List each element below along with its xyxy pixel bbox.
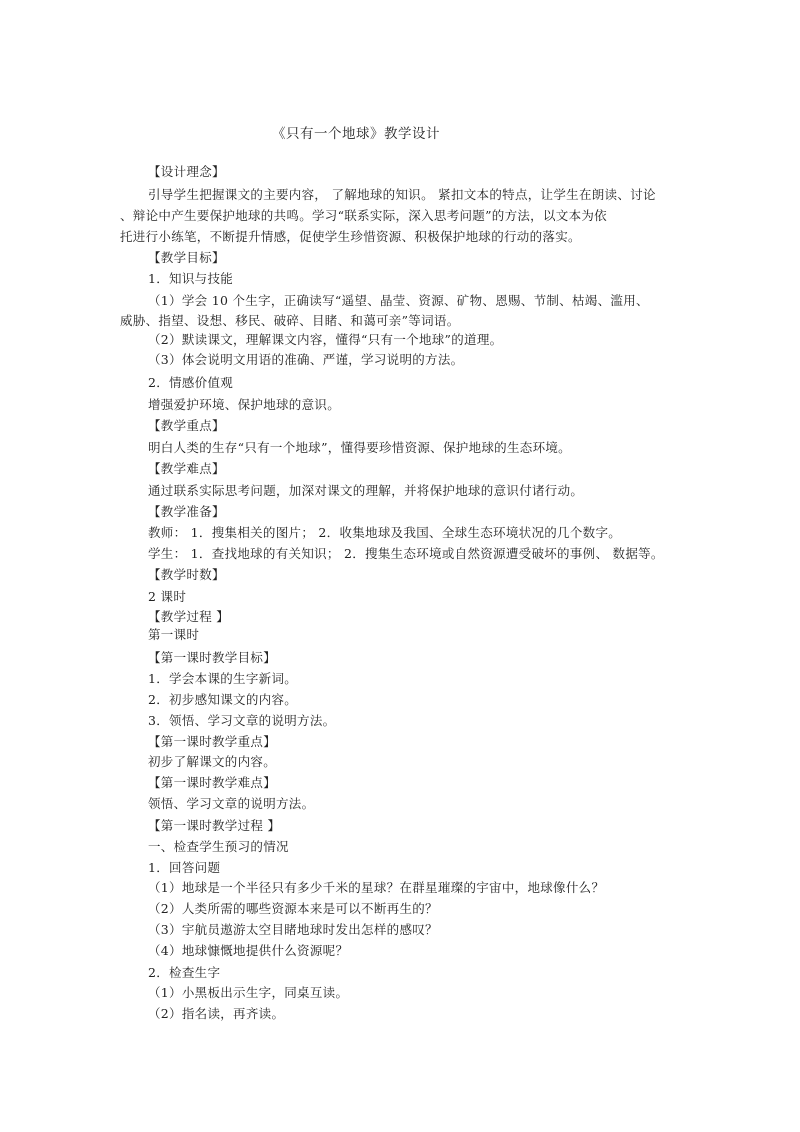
document-title: 《只有一个地球》教学设计 (272, 126, 440, 142)
paragraph-line: 明白人类的生存“只有一个地球”，懂得要珍惜资源、保护地球的生态环境。 (148, 440, 571, 455)
heading-preparation: 【教学准备】 (148, 504, 225, 519)
subheading-emotion-values: 2．情感价值观 (148, 375, 234, 390)
heading-class-hours: 【教学时数】 (148, 567, 225, 582)
list-item: （2）人类所需的哪些资源本来是可以不断再生的？ (148, 901, 438, 916)
paragraph-line: 教师： 1．搜集相关的图片； 2．收集地球及我国、全球生态环境状况的几个数字。 (148, 525, 622, 540)
paragraph-line: （2）默读课文，理解课文内容，懂得“只有一个地球”的道理。 (148, 332, 503, 347)
subheading-first-lesson: 第一课时 (148, 627, 200, 642)
paragraph-line: 领悟、学习文章的说明方法。 (148, 796, 315, 811)
paragraph-line: 初步了解课文的内容。 (148, 754, 277, 769)
list-item: （1）小黑板出示生字，同桌互读。 (148, 985, 349, 1000)
paragraph-line: 托进行小练笔，不断提升情感，促使学生珍惜资源、积极保护地球的行动的落实。 (120, 229, 581, 244)
list-item: （1）地球是一个半径只有多少千米的星球？在群星璀璨的宇宙中，地球像什么？ (148, 880, 605, 895)
paragraph-line: 2 课时 (148, 589, 187, 604)
heading-first-lesson-process: 【第一课时教学过程 】 (148, 818, 281, 833)
paragraph-line: 引导学生把握课文的主要内容， 了解地球的知识。 紧扣文本的特点，让学生在朗读、讨论 (148, 187, 656, 202)
subheading-check-preview: 一、检查学生预习的情况 (148, 839, 289, 854)
subheading-answer-questions: 1．回答问题 (148, 860, 221, 875)
heading-teaching-goals: 【教学目标】 (148, 250, 225, 265)
heading-difficulties: 【教学难点】 (148, 461, 225, 476)
paragraph-line: 学生： 1．查找地球的有关知识； 2．搜集生态环境或自然资源遭受破坏的事例、 数据等。 (148, 546, 664, 561)
list-item: 2．初步感知课文的内容。 (148, 692, 298, 707)
heading-first-lesson-difficulties: 【第一课时教学难点】 (148, 775, 277, 790)
heading-first-lesson-key-points: 【第一课时教学重点】 (148, 734, 277, 749)
paragraph-line: 、辩论中产生要保护地球的共鸣。学习“联系实际，深入思考问题”的方法，以文本为依 (120, 208, 607, 223)
paragraph-line: （1）学会 10 个生字，正确读写“遥望、晶莹、资源、矿物、恩赐、节制、枯竭、滥用、 (148, 293, 649, 308)
list-item: （2）指名读，再齐读。 (148, 1006, 285, 1021)
heading-design-concept: 【设计理念】 (148, 164, 225, 179)
subheading-knowledge-skills: 1．知识与技能 (148, 271, 234, 286)
heading-key-points: 【教学重点】 (148, 418, 225, 433)
paragraph-line: 增强爱护环境、保护地球的意识。 (148, 397, 341, 412)
subheading-check-characters: 2．检查生字 (148, 965, 221, 980)
list-item: 1．学会本课的生字新词。 (148, 671, 298, 686)
list-item: （4）地球慷慨地提供什么资源呢？ (148, 943, 349, 958)
list-item: 3．领悟、学习文章的说明方法。 (148, 713, 336, 728)
list-item: （3）宇航员遨游太空目睹地球时发出怎样的感叹？ (148, 922, 438, 937)
paragraph-line: （3）体会说明文用语的准确、严谨，学习说明的方法。 (148, 352, 464, 367)
paragraph-line: 通过联系实际思考问题，加深对课文的理解，并将保护地球的意识付诸行动。 (148, 483, 584, 498)
heading-teaching-process: 【教学过程 】 (148, 609, 230, 624)
paragraph-line: 威胁、指望、设想、移民、破碎、目睹、和蔼可亲”等词语。 (120, 313, 460, 328)
heading-first-lesson-goals: 【第一课时教学目标】 (148, 650, 277, 665)
